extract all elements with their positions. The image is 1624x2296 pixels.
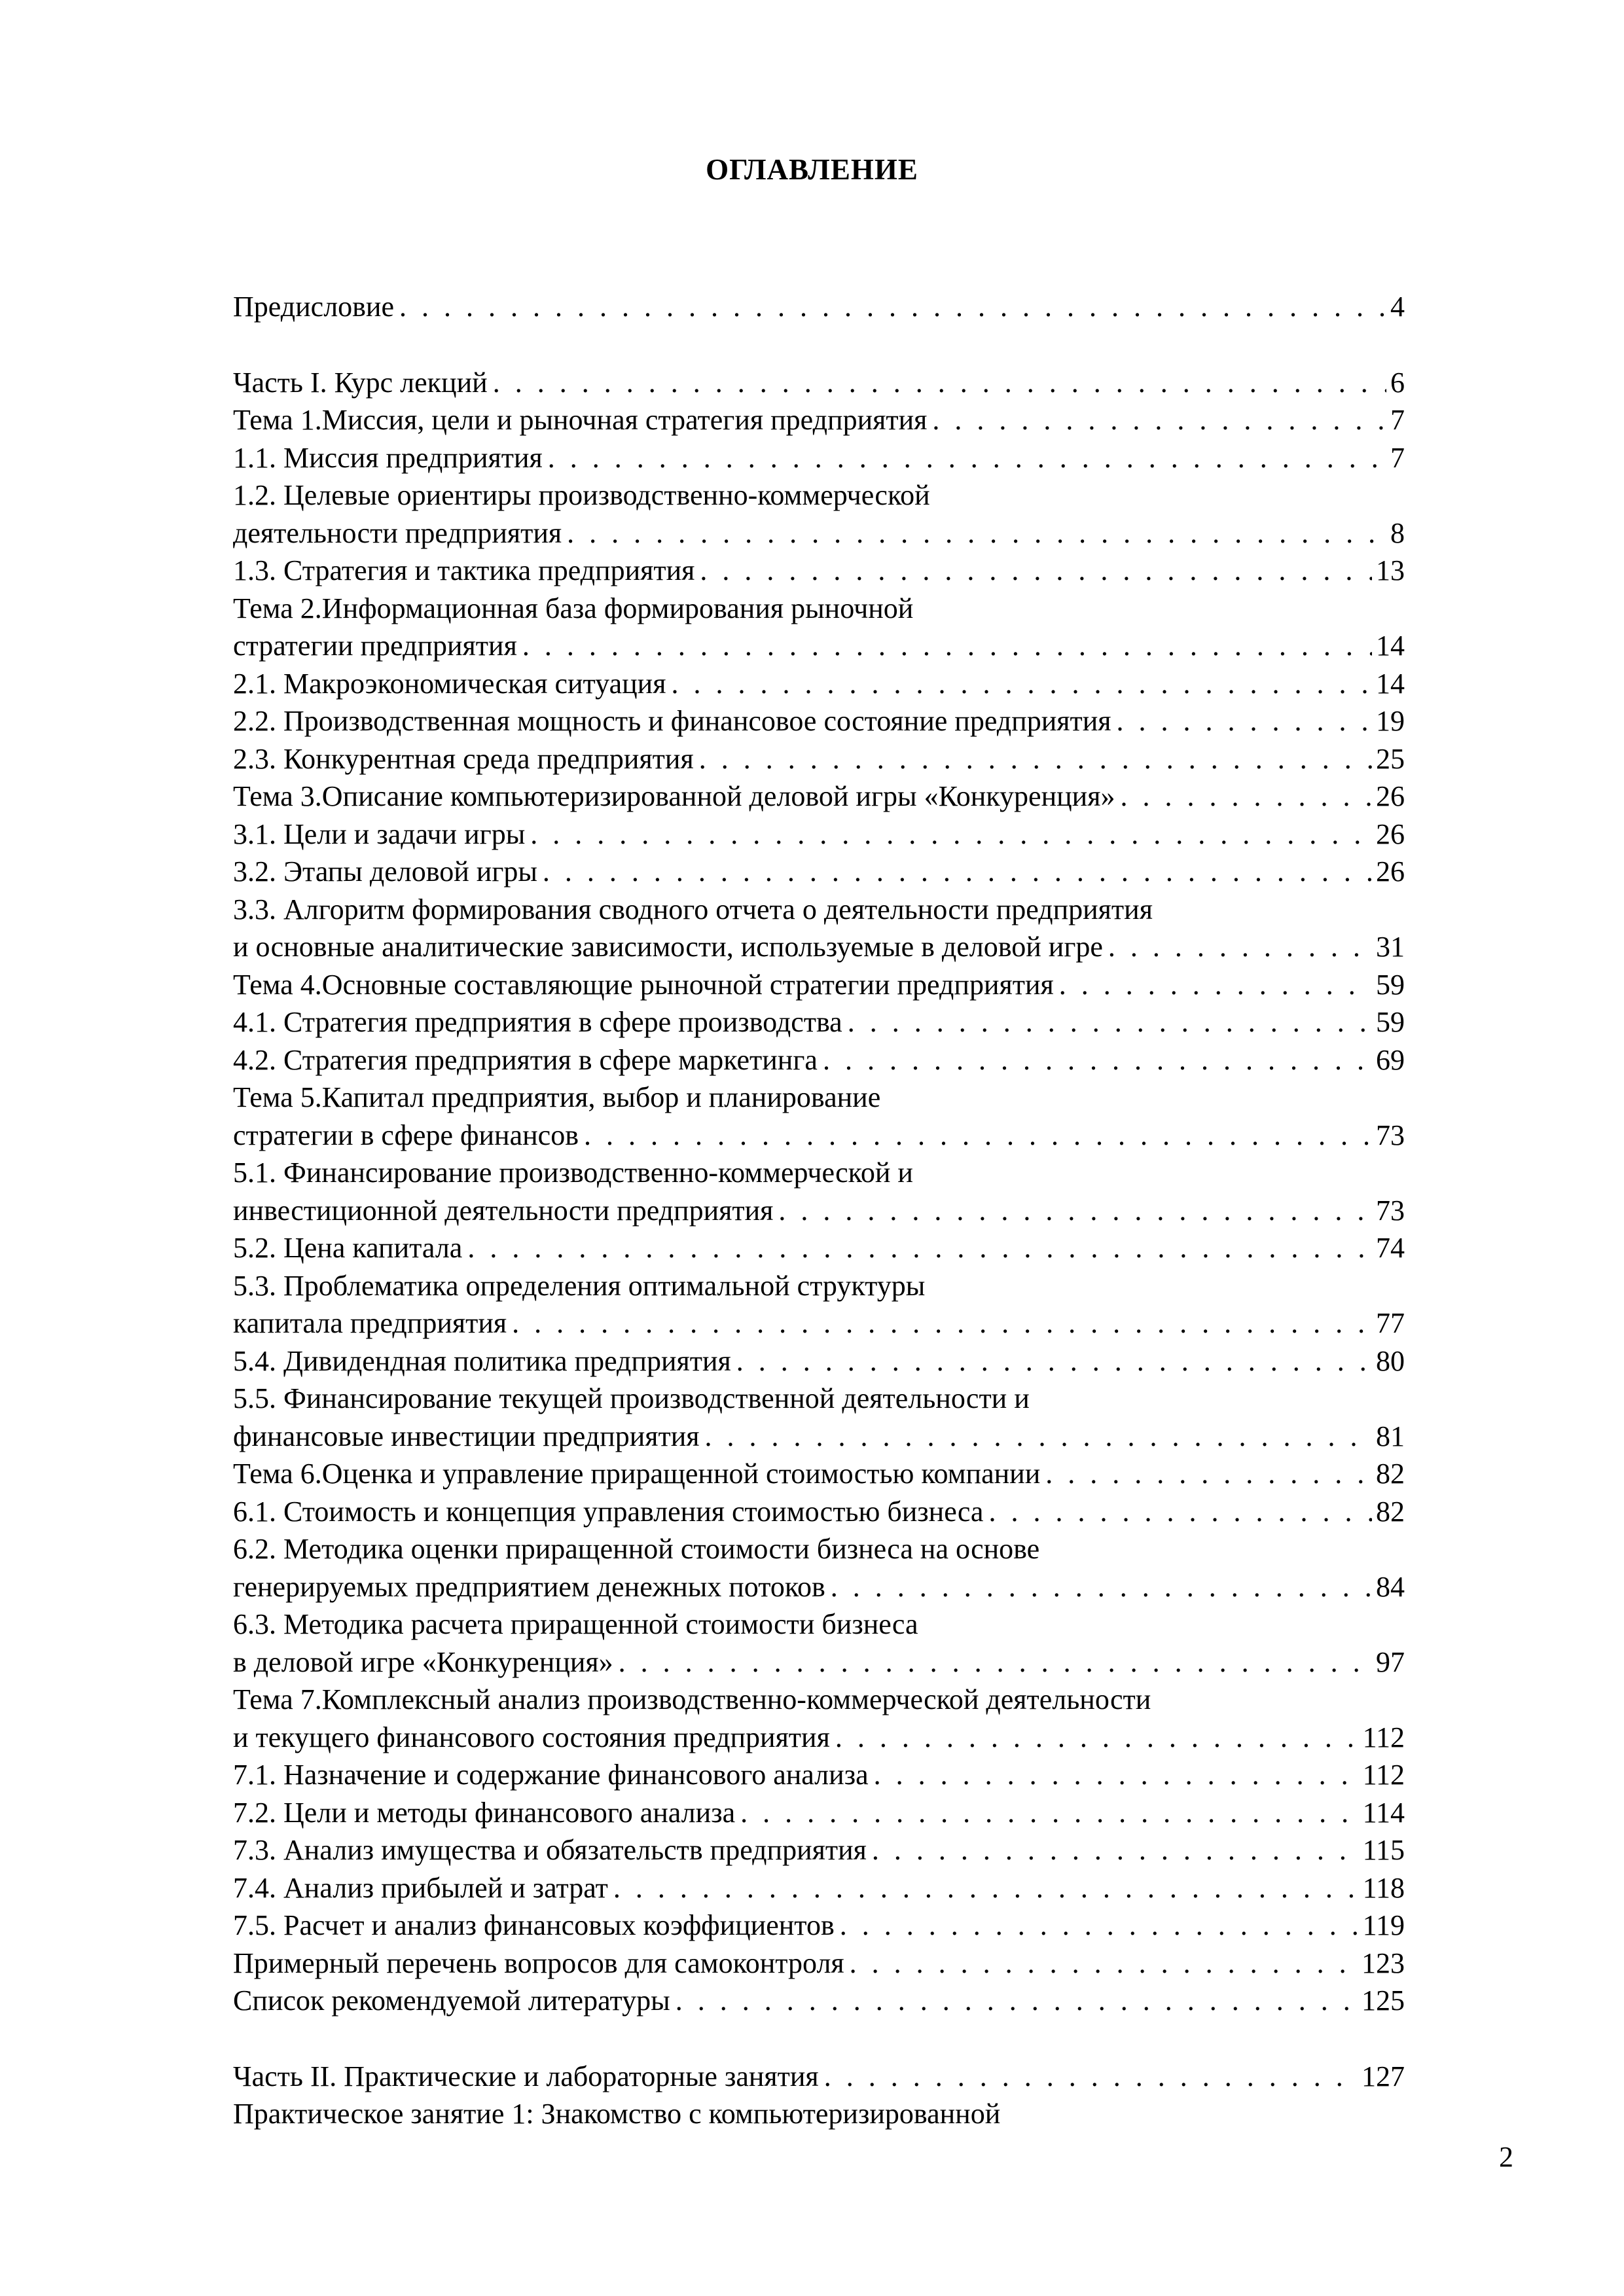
toc-page-number: 19 (1376, 705, 1405, 737)
toc-entry[interactable] (233, 1154, 1405, 1229)
toc-entry-title: 5.2. Цена капитала (233, 1232, 463, 1264)
toc-entry[interactable] (233, 401, 1405, 439)
toc-entry-title: капитала предприятия (233, 1307, 507, 1339)
toc-entry-title: Тема 4.Основные составляющие рыночной стратегии предприятия (233, 968, 1054, 1001)
toc-page-number: 112 (1362, 1759, 1405, 1791)
dot-leader (778, 1192, 1372, 1230)
toc-page-number: 8 (1390, 516, 1405, 549)
toc-entry-title: Примерный перечень вопросов для самоконтроля (233, 1946, 844, 1979)
toc-entry[interactable] (233, 740, 1405, 778)
toc-entry-title: Тема 6.Оценка и управление приращенной стоимостью компании (233, 1458, 1041, 1490)
toc-entry-title: 4.1. Стратегия предприятия в сфере производства (233, 1006, 842, 1038)
toc-page-number: 14 (1376, 630, 1405, 662)
toc-entry-title: 3.1. Цели и задачи игры (233, 817, 526, 850)
toc-entry[interactable] (233, 778, 1405, 816)
toc-entry-title: 7.3. Анализ имущества и обязательств предприятия (233, 1834, 867, 1866)
toc-entry-title: инвестиционной деятельности предприятия (233, 1194, 774, 1227)
section-gap (233, 2020, 1405, 2058)
dot-leader (671, 665, 1372, 703)
toc-entry-title: 2.1. Макроэкономическая ситуация (233, 667, 666, 700)
toc-entry-title-line: 5.3. Проблематика определения оптимальной структуры (233, 1269, 926, 1302)
toc-entry[interactable] (233, 1342, 1405, 1380)
toc-page-number: 59 (1376, 1006, 1405, 1038)
toc-entry[interactable] (233, 816, 1405, 853)
toc-entry-title-line: 6.3. Методика расчета приращенной стоимости бизнеса (233, 1608, 918, 1640)
toc-entry[interactable] (233, 364, 1405, 402)
toc-page-number: 59 (1376, 968, 1405, 1001)
toc-entry[interactable] (233, 1041, 1405, 1079)
toc-entry-title: 4.2. Стратегия предприятия в сфере маркетинга (233, 1043, 818, 1076)
toc-entry-title: Часть II. Практические и лабораторные занятия (233, 2060, 819, 2092)
toc-entry[interactable] (233, 1267, 1405, 1342)
section-gap (233, 326, 1405, 364)
dot-leader (613, 1869, 1359, 1907)
dot-leader (1059, 966, 1372, 1004)
page-title: ОГЛАВЛЕНИЕ (706, 153, 918, 186)
dot-leader (932, 401, 1386, 439)
toc-entry-title: Тема 3.Описание компьютеризированной деловой игры «Конкуренция» (233, 780, 1115, 812)
toc-entry[interactable] (233, 476, 1405, 552)
toc-entry-title-line: Тема 2.Информационная база формирования рыночной (233, 592, 914, 624)
toc-entry-title: 1.1. Миссия предприятия (233, 441, 543, 474)
dot-leader (824, 2058, 1358, 2096)
toc-entry[interactable] (233, 1945, 1405, 1982)
dot-leader (1117, 702, 1372, 740)
toc-entry[interactable] (233, 1493, 1405, 1531)
dot-leader (584, 1117, 1372, 1155)
toc-entry-title-line: 6.2. Методика оценки приращенной стоимости бизнеса на основе (233, 1533, 1040, 1565)
toc-page-number: 25 (1376, 742, 1405, 775)
toc-entry-title: финансовые инвестиции предприятия (233, 1420, 700, 1452)
dot-leader (831, 1568, 1372, 1606)
toc-entry[interactable] (233, 2058, 1405, 2096)
toc-page-number: 31 (1376, 931, 1405, 963)
toc-entry-title: Список рекомендуемой литературы (233, 1984, 670, 2017)
toc-page-number: 84 (1376, 1570, 1405, 1603)
toc-entry-title: 3.2. Этапы деловой игры (233, 855, 537, 888)
toc-entry-title: 7.5. Расчет и анализ финансовых коэффициентов (233, 1909, 835, 1941)
toc-entry-title: 7.1. Назначение и содержание финансового анализа (233, 1759, 869, 1791)
toc-entry[interactable] (233, 1229, 1405, 1267)
toc-page-number: 74 (1376, 1232, 1405, 1264)
toc-page-number: 97 (1376, 1645, 1405, 1678)
toc-page-number: 114 (1362, 1796, 1405, 1829)
dot-leader (705, 1418, 1373, 1456)
toc-entry-title-line: Тема 5.Капитал предприятия, выбор и планирование (233, 1081, 881, 1113)
toc-entry-title: 7.4. Анализ прибылей и затрат (233, 1871, 608, 1904)
toc-entry-title: 5.4. Дивидендная политика предприятия (233, 1344, 731, 1377)
toc-entry-title: и текущего финансового состояния предприятия (233, 1721, 830, 1753)
toc-entry-title: стратегии в сфере финансов (233, 1119, 579, 1151)
toc-page-number: 13 (1376, 554, 1405, 586)
dot-leader (848, 1003, 1372, 1041)
toc-entry[interactable] (233, 1605, 1405, 1681)
dot-leader (740, 1794, 1359, 1832)
toc-page-number: 73 (1376, 1119, 1405, 1151)
toc-entry-title: 2.2. Производственная мощность и финансовое состояние предприятия (233, 705, 1111, 737)
dot-leader (1045, 1455, 1372, 1493)
toc-entry-title-line: Тема 7.Комплексный анализ производственно-коммерческой деятельности (233, 1683, 1151, 1715)
toc-entry-title: Тема 1.Миссия, цели и рыночная стратегия предприятия (233, 404, 928, 436)
toc-entry[interactable] (233, 1380, 1405, 1455)
toc-entry[interactable] (233, 1907, 1405, 1945)
dot-leader (1108, 928, 1372, 966)
toc-page-number: 82 (1376, 1495, 1405, 1528)
toc-entry-title-line: 5.5. Финансирование текущей производственной деятельности и (233, 1382, 1030, 1414)
toc-entry[interactable] (233, 1681, 1405, 1756)
toc-page-number: 112 (1362, 1721, 1405, 1753)
toc-entry[interactable] (233, 1079, 1405, 1154)
toc-page-number: 127 (1362, 2060, 1405, 2092)
toc-entry[interactable] (233, 702, 1405, 740)
toc-page-number: 73 (1376, 1194, 1405, 1227)
toc-entry[interactable] (233, 552, 1405, 590)
dot-leader (736, 1342, 1372, 1380)
dot-leader (619, 1643, 1372, 1681)
toc-entry-title-line: 1.2. Целевые ориентиры производственно-коммерческой (233, 479, 930, 511)
toc-entry[interactable] (233, 966, 1405, 1004)
toc-entry-title: в деловой игре «Конкуренция» (233, 1645, 613, 1678)
toc-entry-title: 2.3. Конкурентная среда предприятия (233, 742, 694, 775)
toc-entry[interactable] (233, 1982, 1405, 2020)
toc-page-number: 26 (1376, 780, 1405, 812)
toc-page-number: 125 (1362, 1984, 1405, 2017)
toc-entry-title: Часть I. Курс лекций (233, 366, 488, 399)
toc-entry-title: и основные аналитические зависимости, используемые в деловой игре (233, 931, 1103, 963)
dot-leader (530, 816, 1372, 853)
dot-leader (850, 1945, 1358, 1982)
dot-leader (872, 1831, 1359, 1869)
toc-entry-title: 1.3. Стратегия и тактика предприятия (233, 554, 695, 586)
dot-leader (823, 1041, 1372, 1079)
toc-page-number: 4 (1390, 291, 1405, 323)
toc-entry[interactable] (233, 1869, 1405, 1907)
toc-entry-title: 6.1. Стоимость и концепция управления стоимостью бизнеса (233, 1495, 984, 1528)
toc-page-number: 77 (1376, 1307, 1405, 1339)
toc-entry[interactable] (233, 1756, 1405, 1794)
toc-entry[interactable] (233, 665, 1405, 703)
toc-page-number: 26 (1376, 817, 1405, 850)
dot-leader (874, 1756, 1359, 1794)
toc-entry[interactable] (233, 1530, 1405, 1605)
toc-entry[interactable] (233, 853, 1405, 891)
page-number: 2 (1499, 2141, 1513, 2173)
dot-leader (399, 288, 1386, 326)
toc-page-number: 7 (1390, 404, 1405, 436)
toc-page-number: 118 (1362, 1871, 1405, 1904)
dot-leader (543, 853, 1372, 891)
dot-leader (699, 740, 1372, 778)
toc-entry[interactable] (233, 891, 1405, 966)
toc-entry[interactable] (233, 590, 1405, 665)
toc-page-number: 7 (1390, 441, 1405, 474)
dot-leader (700, 552, 1372, 590)
toc-entry[interactable] (233, 1831, 1405, 1869)
toc-entry[interactable] (233, 439, 1405, 477)
toc-entry[interactable] (233, 288, 1405, 326)
toc-page-number: 115 (1362, 1834, 1405, 1866)
dot-leader (522, 627, 1372, 665)
toc-page-number: 80 (1376, 1344, 1405, 1377)
toc-entry-title-line: 3.3. Алгоритм формирования сводного отчета о деятельности предприятия (233, 893, 1153, 925)
toc-entry-title: стратегии предприятия (233, 630, 517, 662)
dot-leader (840, 1907, 1359, 1945)
dot-leader (493, 364, 1386, 402)
toc-entry[interactable] (233, 1455, 1405, 1493)
dot-leader (835, 1719, 1359, 1757)
toc-page-number: 119 (1362, 1909, 1405, 1941)
toc-entry-title: Предисловие (233, 291, 394, 323)
toc-entry-title-line: 5.1. Финансирование производственно-коммерческой и (233, 1157, 913, 1189)
toc-page-number: 14 (1376, 667, 1405, 700)
table-of-contents (233, 288, 1405, 2133)
toc-entry[interactable] (233, 2095, 1405, 2133)
toc-entry-title: 7.2. Цели и методы финансового анализа (233, 1796, 736, 1829)
toc-page-number: 69 (1376, 1043, 1405, 1076)
toc-entry[interactable] (233, 1794, 1405, 1832)
dot-leader (548, 439, 1386, 477)
toc-page-number: 82 (1376, 1458, 1405, 1490)
toc-page-number: 26 (1376, 855, 1405, 888)
dot-leader (676, 1982, 1358, 2020)
toc-entry-title: генерируемых предприятием денежных потоков (233, 1570, 825, 1603)
toc-entry[interactable] (233, 1003, 1405, 1041)
toc-page-number: 6 (1390, 366, 1405, 399)
toc-page-number: 123 (1362, 1946, 1405, 1979)
toc-entry-title: деятельности предприятия (233, 516, 562, 549)
dot-leader (988, 1493, 1372, 1531)
dot-leader (567, 514, 1386, 552)
dot-leader (512, 1304, 1372, 1342)
dot-leader (1120, 778, 1372, 816)
toc-page-number: 81 (1376, 1420, 1405, 1452)
toc-entry-title: Практическое занятие 1: Знакомство с компьютеризированной (233, 2098, 1001, 2130)
dot-leader (467, 1229, 1372, 1267)
